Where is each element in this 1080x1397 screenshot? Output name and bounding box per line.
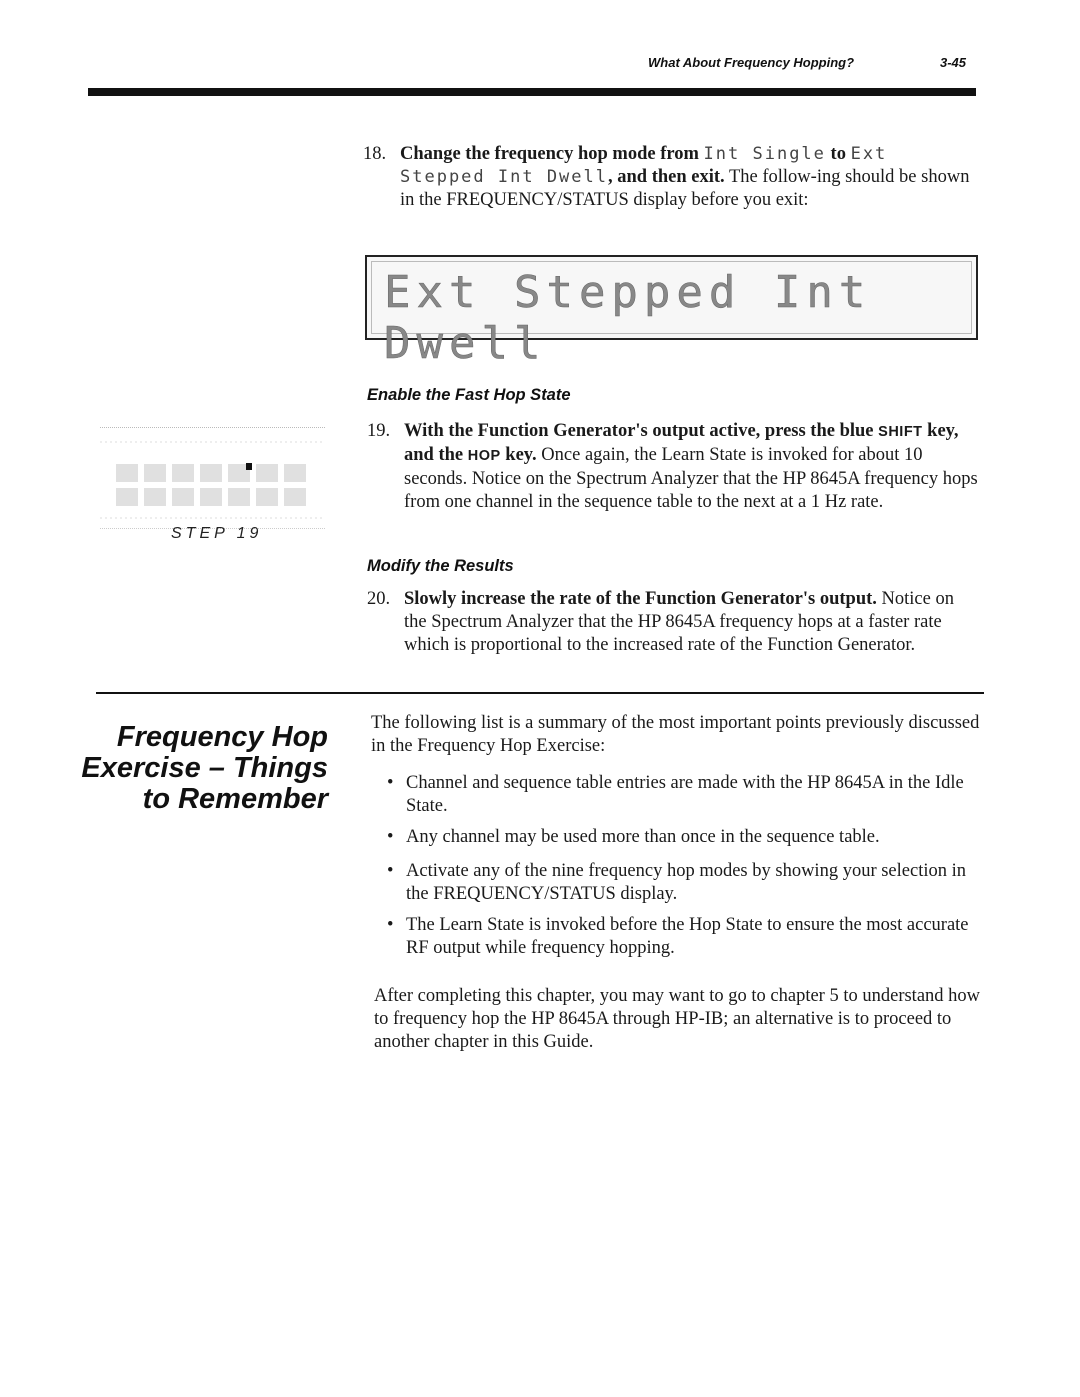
step-20-instruction: Slowly increase the rate of the Function Generator's output. <box>404 589 877 609</box>
step-icon-label: STEP 19 <box>171 525 263 542</box>
step-20-body: Notice on the Spectrum Analyzer that the HP 8645A frequency hops at a faster rate which is proportional to the increased rate of the Function Generator. <box>404 589 954 655</box>
section-title-line-1: Frequency Hop <box>116 721 328 753</box>
list-item <box>387 914 984 960</box>
step-18-instruction-c: , and then exit. <box>608 167 725 187</box>
keypad-illustration <box>100 428 325 528</box>
step-19 <box>367 420 980 514</box>
list-item-text: The Learn State is invoked before the Hop State to ensure the most accurate RF output while frequency hopping. <box>406 915 969 958</box>
bullet-dot: • <box>387 861 394 881</box>
list-item <box>387 826 984 849</box>
bullet-dot: • <box>387 773 394 793</box>
summary-intro: The following list is a summary of the most important points previously discussed in the Frequency Hop Exercise: <box>371 713 980 756</box>
step-19-instruction-b: key, and the <box>404 421 959 465</box>
mode-to-lcd-text: Ext Stepped Int Dwell <box>400 144 888 187</box>
fast-hop-heading: Enable the Fast Hop State <box>367 386 571 404</box>
step-19-body: Once again, the Learn State is invoked for about 10 seconds. Notice on the Spectrum Analyzer that the HP 8645A frequency hops from one channel in the sequence table to the next at a 1 Hz rate. <box>404 445 978 512</box>
header-rule <box>88 88 976 96</box>
bullet-dot: • <box>387 915 394 935</box>
shift-key-label: SHIFT <box>878 424 923 440</box>
section-title-line-3: to Remember <box>142 783 328 815</box>
hop-key-label: HOP <box>467 448 501 464</box>
step-20 <box>367 588 980 657</box>
step-number: 18. <box>363 144 387 164</box>
modify-results-heading: Modify the Results <box>367 557 514 575</box>
section-title-line-2: Exercise – Things <box>81 752 328 784</box>
step-18-instruction-a: Change the frequency hop mode from <box>400 144 699 164</box>
step-18-instruction-b: to <box>830 144 846 164</box>
step-number: 20. <box>367 589 391 609</box>
step-19-instruction-a: With the Function Generator's output active, press the blue <box>404 421 874 441</box>
step-number: 19. <box>367 421 391 441</box>
section-divider <box>96 692 984 694</box>
list-item-text: Any channel may be used more than once in the sequence table. <box>406 827 880 847</box>
page-number: 3-45 <box>940 55 967 70</box>
list-item-text: Activate any of the nine frequency hop modes by showing your selection in the FREQUENCY/STATUS display. <box>406 861 966 904</box>
section-title <box>60 722 328 815</box>
closing-paragraph: After completing this chapter, you may want to go to chapter 5 to understand how to frequency hop the HP 8645A through HP-IB; an alternative is to proceed to another chapter in this Guide. <box>374 986 981 1052</box>
bullet-dot: • <box>387 827 394 847</box>
running-header-title: What About Frequency Hopping? <box>648 55 855 70</box>
mode-from-lcd-text: Int Single <box>703 144 826 164</box>
step-icon-keypad <box>100 427 325 529</box>
frequency-status-display <box>365 255 978 369</box>
list-item <box>387 860 984 906</box>
list-item-text: Channel and sequence table entries are made with the HP 8645A in the Idle State. <box>406 773 964 816</box>
list-item <box>387 772 984 818</box>
step-18 <box>363 143 980 212</box>
step-19-instruction-c: key. <box>505 445 537 465</box>
display-text: Ext Stepped Int Dwell <box>384 267 872 369</box>
step-18-body: The follow-ing should be shown in the FREQUENCY/STATUS display before you exit: <box>400 167 970 210</box>
